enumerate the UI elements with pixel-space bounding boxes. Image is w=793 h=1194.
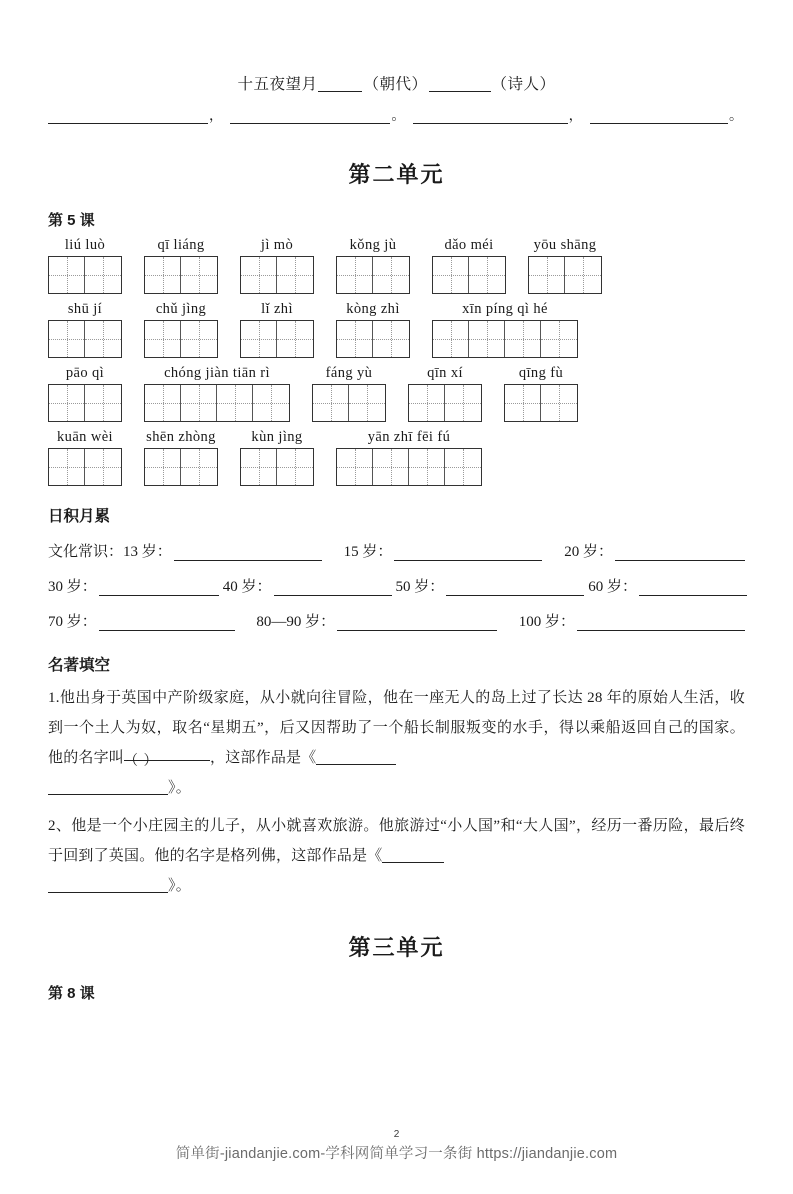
q2-text-tail: 》。 (168, 877, 191, 894)
tianzige-cell[interactable] (181, 321, 217, 357)
tianzige-cell[interactable] (277, 321, 313, 357)
pinyin-word-group (48, 302, 122, 358)
poem-poet-blank[interactable] (429, 91, 491, 92)
q1-name-blank-text: （ ） (124, 753, 159, 769)
poem-blank-3[interactable] (413, 111, 568, 124)
pinyin-label: qī liáng (157, 237, 205, 253)
tianzige-cell[interactable] (313, 385, 349, 421)
pinyin-word-group (336, 302, 410, 358)
tianzige-cell[interactable] (145, 385, 181, 421)
pinyin-word-group (312, 366, 386, 422)
tianzige-cell[interactable] (145, 257, 181, 293)
age-label: 80—90 岁： (256, 613, 336, 630)
pinyin-label: yān zhī fēi fú (367, 428, 451, 445)
tianzige-cell[interactable] (277, 449, 313, 485)
age-answer-blank[interactable] (577, 617, 745, 631)
footer-watermark: 简单街-jiandanjie.com-学科网简单学习一条街 https://jiandanjie.com (175, 1146, 618, 1162)
pinyin-label: qīn xí (427, 364, 463, 381)
poem-punc-4: 。 (728, 109, 743, 124)
tianzige-cell[interactable] (373, 321, 409, 357)
tianzige-cell[interactable] (241, 321, 277, 357)
pinyin-label: fáng yù (325, 364, 373, 381)
tianzige-cell[interactable] (277, 257, 313, 293)
pinyin-label: kùn jìng (251, 428, 303, 445)
poem-title-line (48, 72, 745, 94)
pinyin-label: shū jí (67, 300, 103, 317)
pinyin-word-group (240, 238, 314, 294)
pinyin-word-group (240, 430, 314, 486)
tianzige-cell[interactable] (433, 257, 469, 293)
pinyin-word-group (144, 238, 218, 294)
pinyin-word-group (504, 366, 578, 422)
age-label: 40 岁： (222, 578, 272, 595)
pinyin-label: chǔ jìng (155, 300, 207, 317)
poem-title: 十五夜望月 (237, 76, 318, 93)
pinyin-word-group (432, 238, 506, 294)
poem-dynasty-label: （朝代） (363, 76, 428, 93)
tianzige-cell[interactable] (541, 321, 577, 357)
tianzige-cell[interactable] (145, 321, 181, 357)
tianzige-cell[interactable] (529, 257, 565, 293)
pinyin-label: pāo qì (65, 364, 105, 381)
poem-dynasty-blank[interactable] (318, 91, 362, 92)
q2-work-blank-a[interactable] (382, 848, 444, 863)
tianzige-box-group[interactable] (240, 256, 314, 294)
poem-poet-label: （诗人） (491, 76, 556, 93)
accumulation-heading: 日积月累 (48, 507, 111, 525)
q2-work-blank-b[interactable] (48, 878, 168, 893)
pinyin-label: lǐ zhì (261, 300, 293, 317)
pinyin-word-group (144, 430, 218, 486)
age-label: 30 岁： (48, 578, 97, 595)
pinyin-label: shēn zhòng (146, 428, 216, 445)
age-label: 20 岁： (564, 543, 614, 560)
pinyin-grid-row (48, 302, 745, 358)
poem-blank-segment-3 (413, 110, 585, 124)
worksheet-page (0, 72, 793, 1194)
poem-blank-4[interactable] (590, 111, 728, 124)
tianzige-box-group[interactable] (144, 384, 290, 422)
tianzige-box-group[interactable] (240, 448, 314, 486)
poem-blank-segment-2 (230, 110, 407, 124)
tianzige-box-group[interactable] (48, 320, 122, 358)
tianzige-cell[interactable] (445, 385, 481, 421)
pinyin-label: kuān wèi (57, 428, 113, 445)
q2-text-part1: 2、他是一个小庄园主的儿子，从小就喜欢旅游。他旅游过“小人国”和“大人国”，经历一番历险，最后终于回到了英国。他的名字是格列佛，这部作品是《 (48, 817, 745, 864)
age-label: 文化常识：13 岁： (48, 543, 172, 560)
tianzige-box-group[interactable] (336, 320, 410, 358)
poem-punc-2: 。 (391, 109, 406, 124)
age-answer-blank[interactable] (639, 582, 747, 596)
age-answer-blank[interactable] (174, 547, 322, 561)
poem-blank-segment-4 (590, 110, 745, 124)
pinyin-label: qīng fù (518, 364, 564, 381)
unit-2-heading: 第二单元 (348, 162, 445, 187)
tianzige-cell[interactable] (469, 257, 505, 293)
pinyin-label: dǎo méi (444, 237, 494, 253)
tianzige-box-group[interactable] (528, 256, 602, 294)
tianzige-box-group[interactable] (432, 256, 506, 294)
age-fill-row (48, 540, 745, 561)
pinyin-label: yōu shāng (533, 237, 597, 253)
tianzige-cell[interactable] (49, 385, 85, 421)
tianzige-box-group[interactable] (336, 448, 482, 486)
pinyin-word-group (336, 238, 410, 294)
q1-work-blank-a[interactable] (316, 750, 396, 765)
age-label: 100 岁： (518, 613, 576, 630)
age-label: 50 岁： (395, 578, 445, 595)
pinyin-word-group (48, 430, 122, 486)
tianzige-cell[interactable] (565, 257, 601, 293)
q1-work-blank-b[interactable] (48, 780, 168, 795)
age-label: 60 岁： (588, 578, 638, 595)
pinyin-label: chóng jiàn tiān rì (164, 364, 270, 381)
poem-punc-3: ， (568, 109, 583, 124)
tianzige-cell[interactable] (445, 449, 481, 485)
tianzige-cell[interactable] (373, 257, 409, 293)
tianzige-cell[interactable] (85, 385, 121, 421)
tianzige-cell[interactable] (433, 321, 469, 357)
tianzige-cell[interactable] (409, 385, 445, 421)
tianzige-cell[interactable] (85, 449, 121, 485)
poem-blank-segment-1 (48, 110, 225, 124)
tianzige-box-group[interactable] (48, 448, 122, 486)
age-rows-container (48, 540, 745, 631)
pinyin-grid-container (48, 238, 745, 486)
tianzige-box-group[interactable] (240, 320, 314, 358)
tianzige-box-group[interactable] (432, 320, 578, 358)
pinyin-grid-row (48, 430, 745, 486)
tianzige-cell[interactable] (505, 321, 541, 357)
tianzige-box-group[interactable] (408, 384, 482, 422)
tianzige-cell[interactable] (409, 449, 445, 485)
q1-text-tail: 》。 (168, 779, 191, 796)
age-answer-blank[interactable] (274, 582, 392, 596)
literature-heading: 名著填空 (48, 656, 111, 674)
pinyin-word-group (240, 302, 314, 358)
literature-question-2 (48, 811, 745, 901)
lesson-5-heading: 第 5 课 (48, 212, 95, 229)
tianzige-cell[interactable] (241, 257, 277, 293)
unit-3-heading: 第三单元 (348, 934, 445, 960)
tianzige-cell[interactable] (349, 385, 385, 421)
tianzige-cell[interactable] (181, 385, 217, 421)
tianzige-cell[interactable] (181, 449, 217, 485)
tianzige-box-group[interactable] (48, 256, 122, 294)
page-number: 2 (393, 1129, 400, 1140)
tianzige-box-group[interactable] (504, 384, 578, 422)
pinyin-word-group (432, 302, 578, 358)
tianzige-cell[interactable] (49, 321, 85, 357)
pinyin-word-group (144, 302, 218, 358)
tianzige-cell[interactable] (85, 257, 121, 293)
tianzige-cell[interactable] (253, 385, 289, 421)
tianzige-box-group[interactable] (144, 256, 218, 294)
tianzige-cell[interactable] (217, 385, 253, 421)
age-label: 15 岁： (343, 543, 393, 560)
tianzige-box-group[interactable] (312, 384, 386, 422)
q1-name-blank[interactable] (124, 746, 210, 769)
tianzige-cell[interactable] (49, 257, 85, 293)
tianzige-cell[interactable] (145, 449, 181, 485)
age-answer-blank[interactable] (99, 617, 235, 631)
tianzige-cell[interactable] (505, 385, 541, 421)
tianzige-cell[interactable] (49, 449, 85, 485)
age-answer-blank[interactable] (446, 582, 584, 596)
pinyin-label: liú luò (64, 237, 106, 253)
q1-text-part1: 1.他出身于英国中产阶级家庭，从小就向往冒险，他在一座无人的岛上过了长达 28 年的原始人生活，收到一个土人为奴，取名“星期五”，后又因帮助了一个船长制服叛变的水手，得以乘船返回自己的国家。他的名字叫 (48, 689, 745, 766)
poem-blank-1[interactable] (48, 111, 208, 124)
tianzige-cell[interactable] (337, 449, 373, 485)
poem-blank-2[interactable] (230, 111, 390, 124)
pinyin-word-group (48, 238, 122, 294)
q1-text-part2: ，这部作品是《 (210, 749, 317, 766)
lesson-8-heading: 第 8 课 (48, 984, 95, 1002)
pinyin-word-group (144, 366, 290, 422)
tianzige-box-group[interactable] (144, 320, 218, 358)
pinyin-grid-row (48, 238, 745, 294)
tianzige-box-group[interactable] (336, 256, 410, 294)
tianzige-cell[interactable] (181, 257, 217, 293)
pinyin-label: jì mò (260, 237, 294, 253)
poem-answer-line (48, 110, 745, 124)
tianzige-box-group[interactable] (48, 384, 122, 422)
pinyin-label: kòng zhì (346, 300, 400, 317)
tianzige-cell[interactable] (373, 449, 409, 485)
poem-punc-1: ， (209, 109, 223, 124)
age-fill-row (48, 575, 745, 596)
age-answer-blank[interactable] (615, 547, 745, 561)
pinyin-word-group (336, 430, 482, 486)
tianzige-cell[interactable] (469, 321, 505, 357)
age-label: 70 岁： (48, 613, 97, 630)
pinyin-grid-row (48, 366, 745, 422)
pinyin-label: kǒng jù (349, 237, 397, 253)
tianzige-cell[interactable] (541, 385, 577, 421)
literature-question-1 (48, 683, 745, 803)
tianzige-cell[interactable] (85, 321, 121, 357)
age-answer-blank[interactable] (337, 617, 497, 631)
tianzige-box-group[interactable] (144, 448, 218, 486)
age-fill-row (48, 610, 745, 631)
pinyin-word-group (408, 366, 482, 422)
age-answer-blank[interactable] (394, 547, 542, 561)
tianzige-cell[interactable] (241, 449, 277, 485)
pinyin-label: xīn píng qì hé (462, 300, 548, 317)
age-answer-blank[interactable] (99, 582, 219, 596)
tianzige-cell[interactable] (337, 321, 373, 357)
pinyin-word-group (48, 366, 122, 422)
pinyin-word-group (528, 238, 602, 294)
tianzige-cell[interactable] (337, 257, 373, 293)
